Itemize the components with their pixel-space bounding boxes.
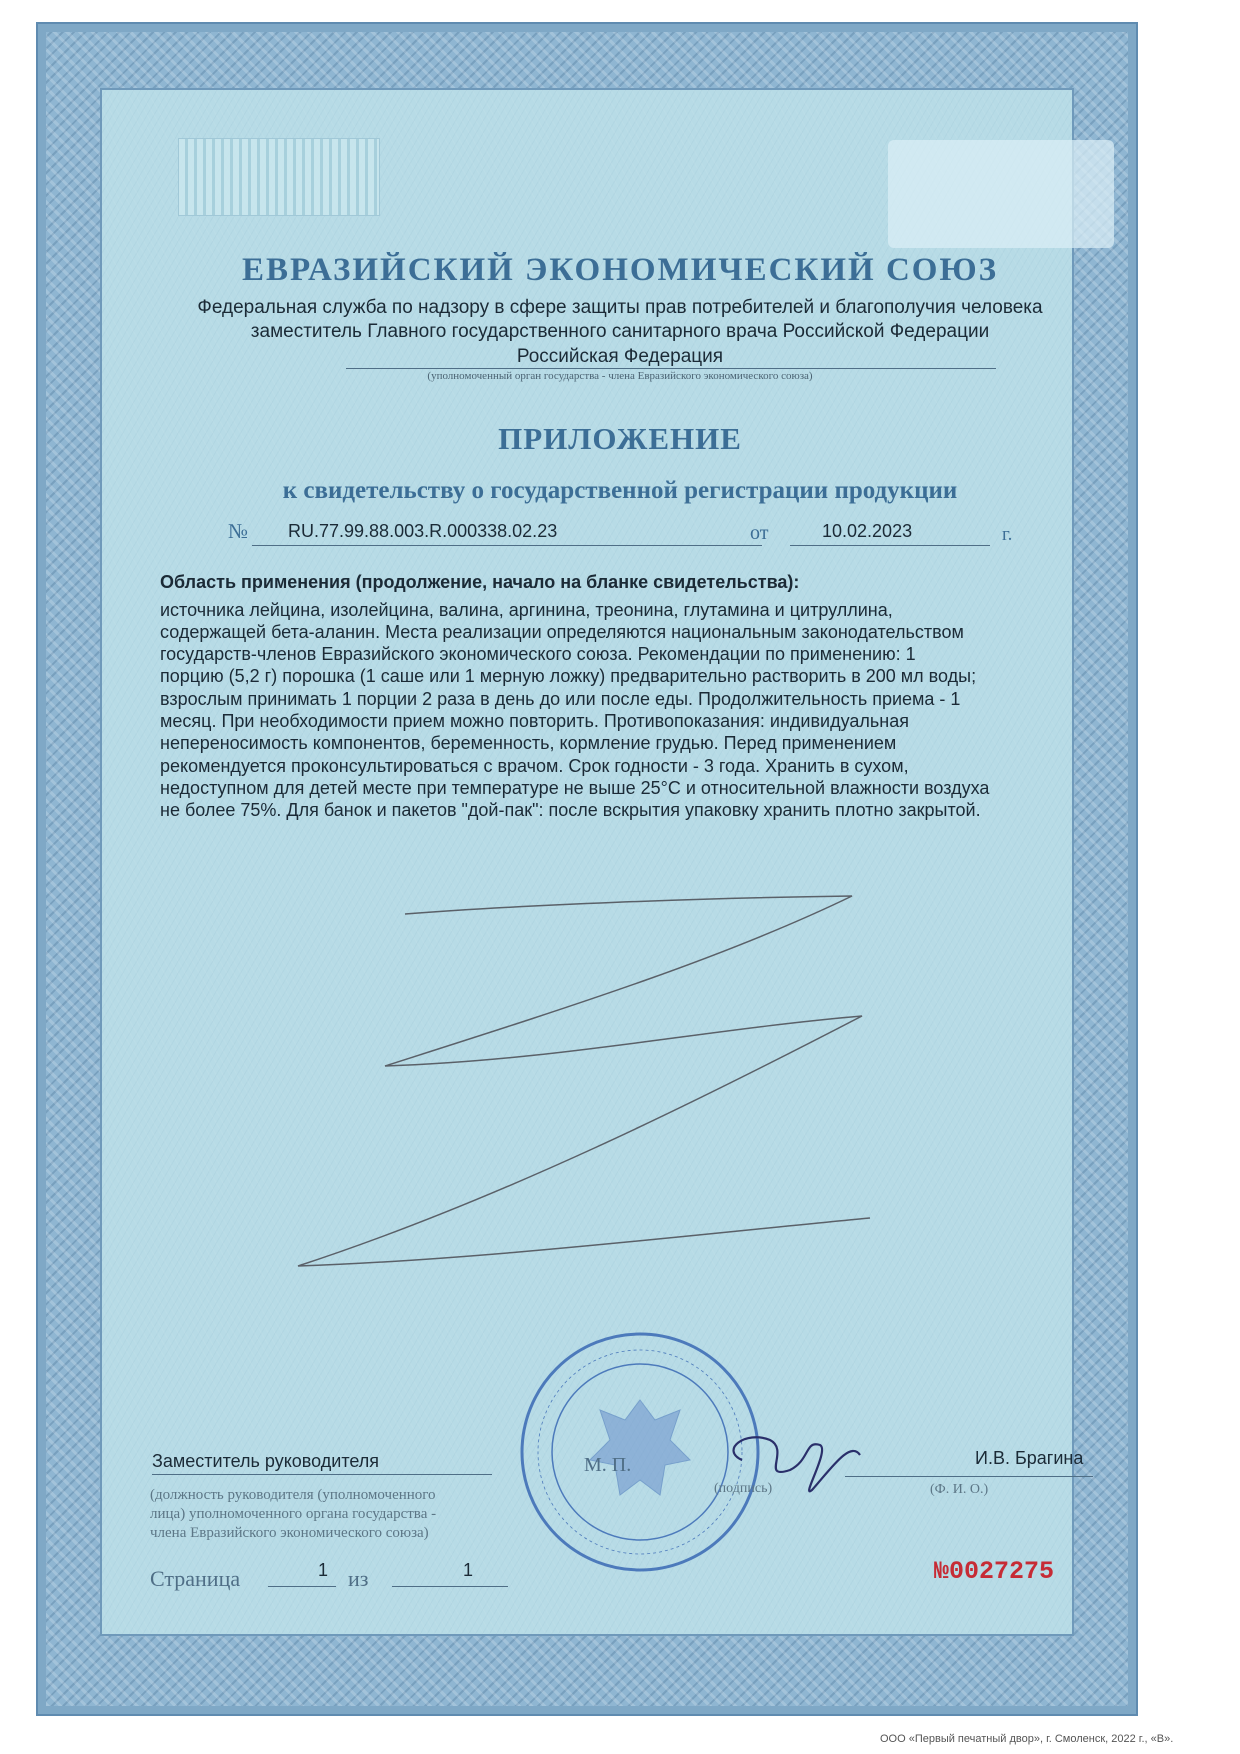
page-label: Страница [150,1566,241,1591]
year-suffix: г. [1002,524,1013,545]
scope-line: месяц. При необходимости прием можно повторить. Противопоказания: индивидуальная [160,711,909,731]
name-caption: (Ф. И. О.) [930,1482,989,1497]
scope-line: недоступном для детей месте при температуре не выше 25°С и относительной влажности воздуха [160,778,990,798]
form-serial-number: №0027275 [934,1557,1055,1586]
date-label: от [750,522,769,544]
page-total: 1 [463,1560,474,1580]
registration-date: 10.02.2023 [822,521,913,541]
appendix-title: ПРИЛОЖЕНИЕ [498,421,742,456]
scope-heading: Область применения (продолжение, начало на бланке свидетельства): [160,572,800,592]
registration-number: RU.77.99.88.003.R.000338.02.23 [288,521,558,541]
position-underline [152,1474,492,1475]
hologram-sticker [178,138,380,216]
watermark-area [888,140,1114,248]
signatory-position: Заместитель руководителя [152,1451,380,1471]
page-number-underline [268,1586,336,1587]
page-of-label: из [348,1566,369,1591]
scope-line: непереносимость компонентов, беременность, кормление грудью. Перед применением [160,733,897,753]
date-underline [790,545,990,546]
printer-imprint: ООО «Первый печатный двор», г. Смоленск, 2022 г., «В». [880,1733,1174,1745]
union-title: ЕВРАЗИЙСКИЙ ЭКОНОМИЧЕСКИЙ СОЮЗ [241,252,999,288]
authority-line-1: Федеральная служба по надзору в сфере защиты прав потребителей и благополучия человека [197,297,1043,318]
authority-line-3: Российская Федерация [516,346,724,367]
scope-line: не более 75%. Для банок и пакетов "дой-пак": после вскрытия упаковку хранить плотно закрытой. [160,800,981,820]
stamp-place-mark: М. П. [584,1454,632,1476]
page-number: 1 [318,1560,329,1580]
name-underline [845,1476,1093,1477]
position-caption-line: (должность руководителя (уполномоченного [150,1487,436,1503]
position-caption-line: лица) уполномоченного органа государства - [150,1506,437,1522]
number-label: № [228,519,249,543]
appendix-subtitle: к свидетельству о государственной регистрации продукции [282,477,958,504]
scope-line: содержащей бета-аланин. Места реализации определяются национальным законодательством [160,622,964,642]
scope-line: государств-членов Евразийского экономического союза. Рекомендации по применению: 1 [160,644,916,664]
signatory-name: И.В. Брагина [975,1448,1084,1468]
scope-line: источника лейцина, изолейцина, валина, аргинина, треонина, глутамина и цитруллина, [160,600,893,620]
registration-number-underline [252,545,762,546]
scope-line: рекомендуется проконсультироваться с врачом. Срок годности - 3 года. Хранить в сухом, [160,756,909,776]
signature-caption: (подпись) [714,1481,773,1496]
scope-line: взрослым принимать 1 порции 2 раза в день до или после еды. Продолжительность приема - 1 [160,689,961,709]
scope-line: порцию (5,2 г) порошка (1 саше или 1 мерную ложку) предварительно растворить в 200 мл воды; [160,666,977,686]
position-caption-line: члена Евразийского экономического союза) [150,1525,429,1541]
page-total-underline [392,1586,508,1587]
authority-line-2: заместитель Главного государственного санитарного врача Российской Федерации [250,321,990,342]
authority-caption: (уполномоченный орган государства - члена Евразийского экономического союза) [427,370,813,382]
authority-underline [346,368,996,369]
position-caption [150,1486,570,1543]
